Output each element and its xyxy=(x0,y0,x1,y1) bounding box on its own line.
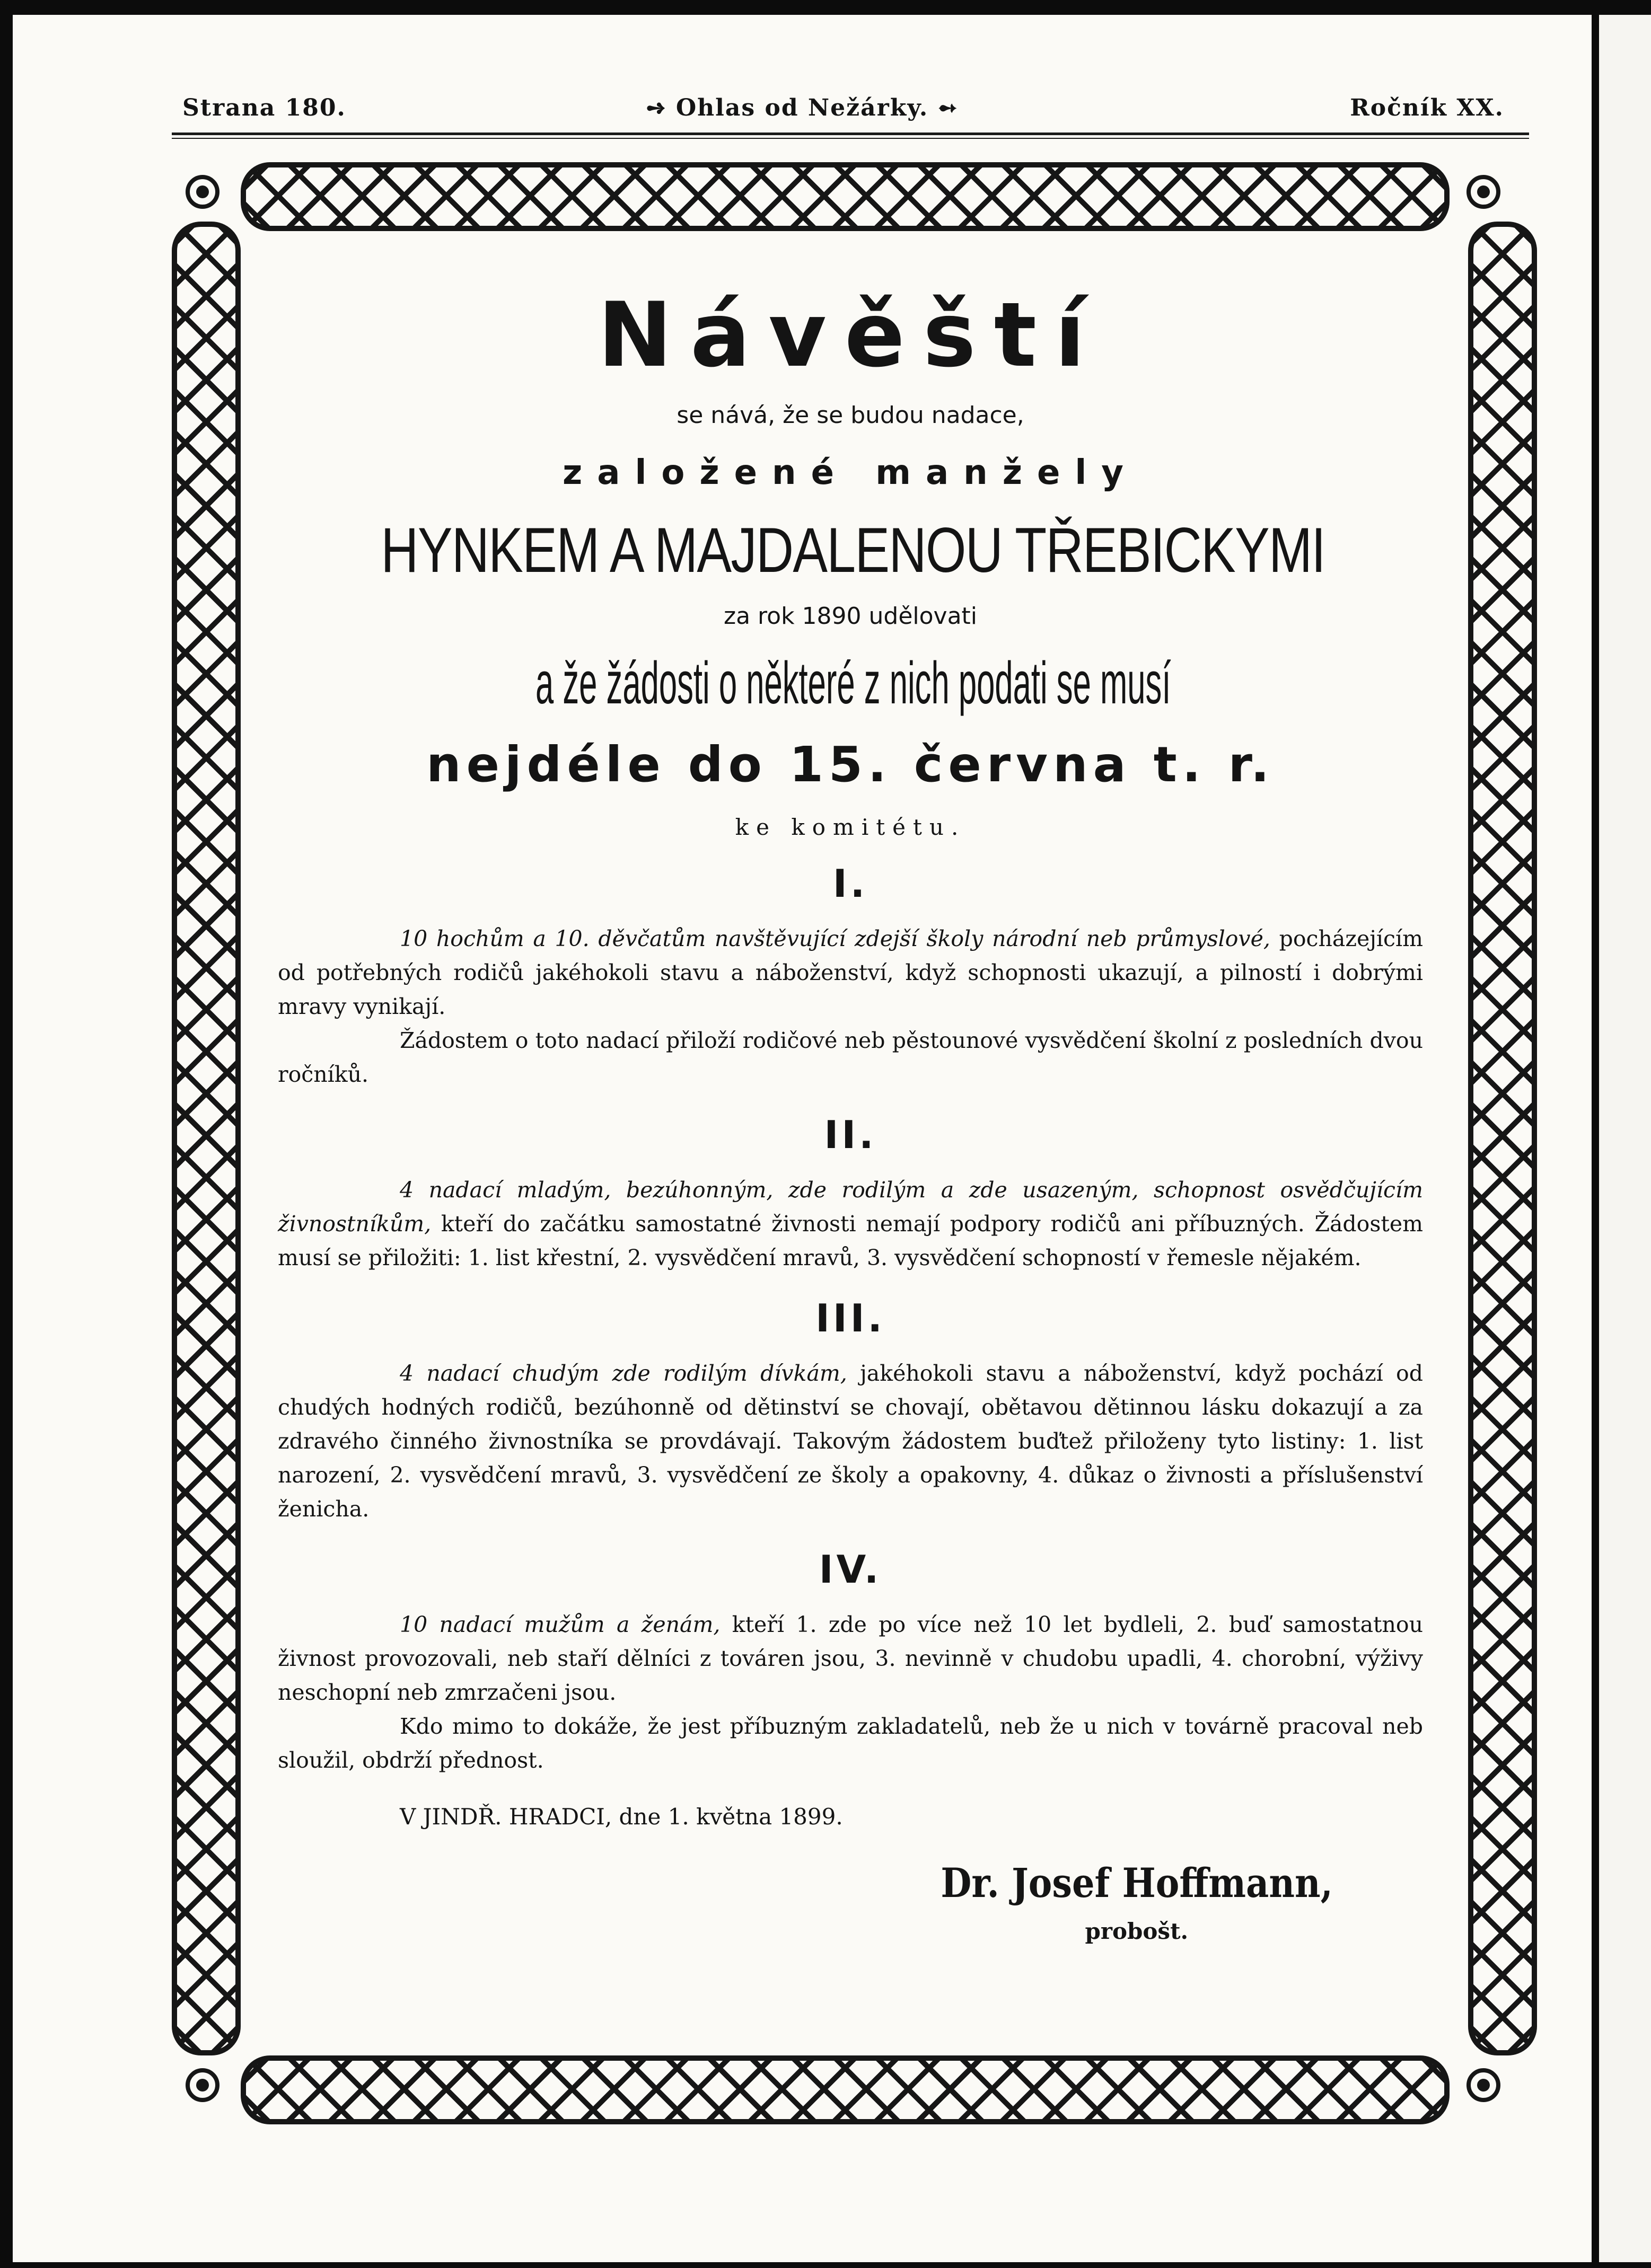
ornamental-border-right xyxy=(1468,222,1537,2055)
section-text-extra: Žádostem o toto nadací přiloží rodičové neb pěstounové vysvědčení školní z posledních dvou ročníků. xyxy=(278,1028,1423,1087)
section-lead: 4 nadací chudým zde rodilým dívkám, xyxy=(400,1361,847,1386)
section-text: kteří 1. zde po více než 10 let bydleli, 2. buď samostatnou živnost provozovali, neb staří dělníci z továren jsou, 3. nevinně v chudobu upadli, 4. chorobní, výživy neschopní neb zmrzačeni jsou. xyxy=(278,1612,1423,1705)
founders-names: HYNKEM A MAJDALENOU TŘEBICKYMI xyxy=(381,515,1325,586)
notice-title: Návěští xyxy=(598,283,1103,387)
notice-body xyxy=(278,283,1423,1944)
notice-intro: se nává, že se budou nadace, xyxy=(677,402,1024,429)
section-text-extra: Kdo mimo to dokáže, že jest příbuzným zakladatelů, neb že u nich v továrně pracoval neb sloužil, obdrží přednost. xyxy=(278,1714,1423,1773)
ornamental-border-left xyxy=(172,222,241,2055)
newspaper-page xyxy=(13,15,1592,2262)
section-paragraph xyxy=(278,1173,1423,1275)
corner-rosette-icon xyxy=(1466,175,1500,209)
corner-rosette-icon xyxy=(186,2068,219,2102)
section-numeral: II. xyxy=(824,1113,877,1157)
section-numeral: I. xyxy=(832,861,868,906)
section-paragraph xyxy=(278,1608,1423,1777)
section-lead: 4 nadací mladým, bezúhonným, zde rodilým a zde usazeným, schopnost osvědčujícím živnostníkům, xyxy=(278,1177,1423,1237)
volume-number: Ročník XX. xyxy=(1350,94,1504,121)
signature-role: probošt. xyxy=(1085,1918,1189,1944)
corner-rosette-icon xyxy=(186,175,219,209)
signature-name: Dr. Josef Hoffmann, xyxy=(941,1859,1333,1907)
page-number: Strana 180. xyxy=(182,94,346,121)
section-paragraph xyxy=(278,922,1423,1091)
section-paragraph xyxy=(278,1356,1423,1526)
notice-deadline: nejdéle do 15. června t. r. xyxy=(426,736,1275,793)
adjacent-page-edge xyxy=(1599,15,1651,2262)
notice-application-line: a že žádosti o některé z nich podati se musí xyxy=(535,650,1171,716)
notice-committee: ke komitétu. xyxy=(735,814,966,840)
ornamental-border-top xyxy=(241,162,1450,231)
section-lead: 10 hochům a 10. děvčatům navštěvující zdejší školy národní neb průmyslové, xyxy=(400,926,1270,951)
notice-year: za rok 1890 udělovati xyxy=(723,603,978,630)
section-numeral: III. xyxy=(815,1296,885,1340)
section-numeral: IV. xyxy=(819,1547,882,1592)
ornamental-border-bottom xyxy=(241,2055,1450,2124)
section-lead: 10 nadací mužům a ženám, xyxy=(400,1612,721,1637)
corner-rosette-icon xyxy=(1466,2068,1500,2102)
section-text: jakéhokoli stavu a náboženství, když pochází od chudých hodných rodičů, bezúhonně od dětinství se chovají, obětavou dětinnou lásku dokazují a za zdravého činného živnostníka se provdávají. Takovým žádostem buďtež přiloženy tyto listiny: 1. list narození, 2. vysvědčení mravů, 3. vysvědčení ze školy a opakovny, 4. důkaz o živnosti a příslušenství ženicha. xyxy=(278,1361,1423,1522)
signature-block xyxy=(914,1859,1359,1944)
publication-title: ➺ Ohlas od Nežárky. ➻ xyxy=(646,94,959,121)
header-rule xyxy=(172,133,1529,135)
notice-founders-label: založené manžely xyxy=(563,453,1138,492)
header-rule-thin xyxy=(172,138,1529,139)
section-text: pocházejícím od potřebných rodičů jakéhokoli stavu a náboženství, když schopnosti ukazují, a pilností i dobrými mravy vynikají. xyxy=(278,926,1423,1019)
notice-date: V JINDŘ. HRADCI, dne 1. května 1899. xyxy=(400,1804,843,1830)
section-text: kteří do začátku samostatné živnosti nemají podpory rodičů ani příbuzných. Žádostem musí se přiložiti: 1. list křestní, 2. vysvědčení mravů, 3. vysvědčení schopností v řemesle nějakém. xyxy=(278,1211,1423,1270)
